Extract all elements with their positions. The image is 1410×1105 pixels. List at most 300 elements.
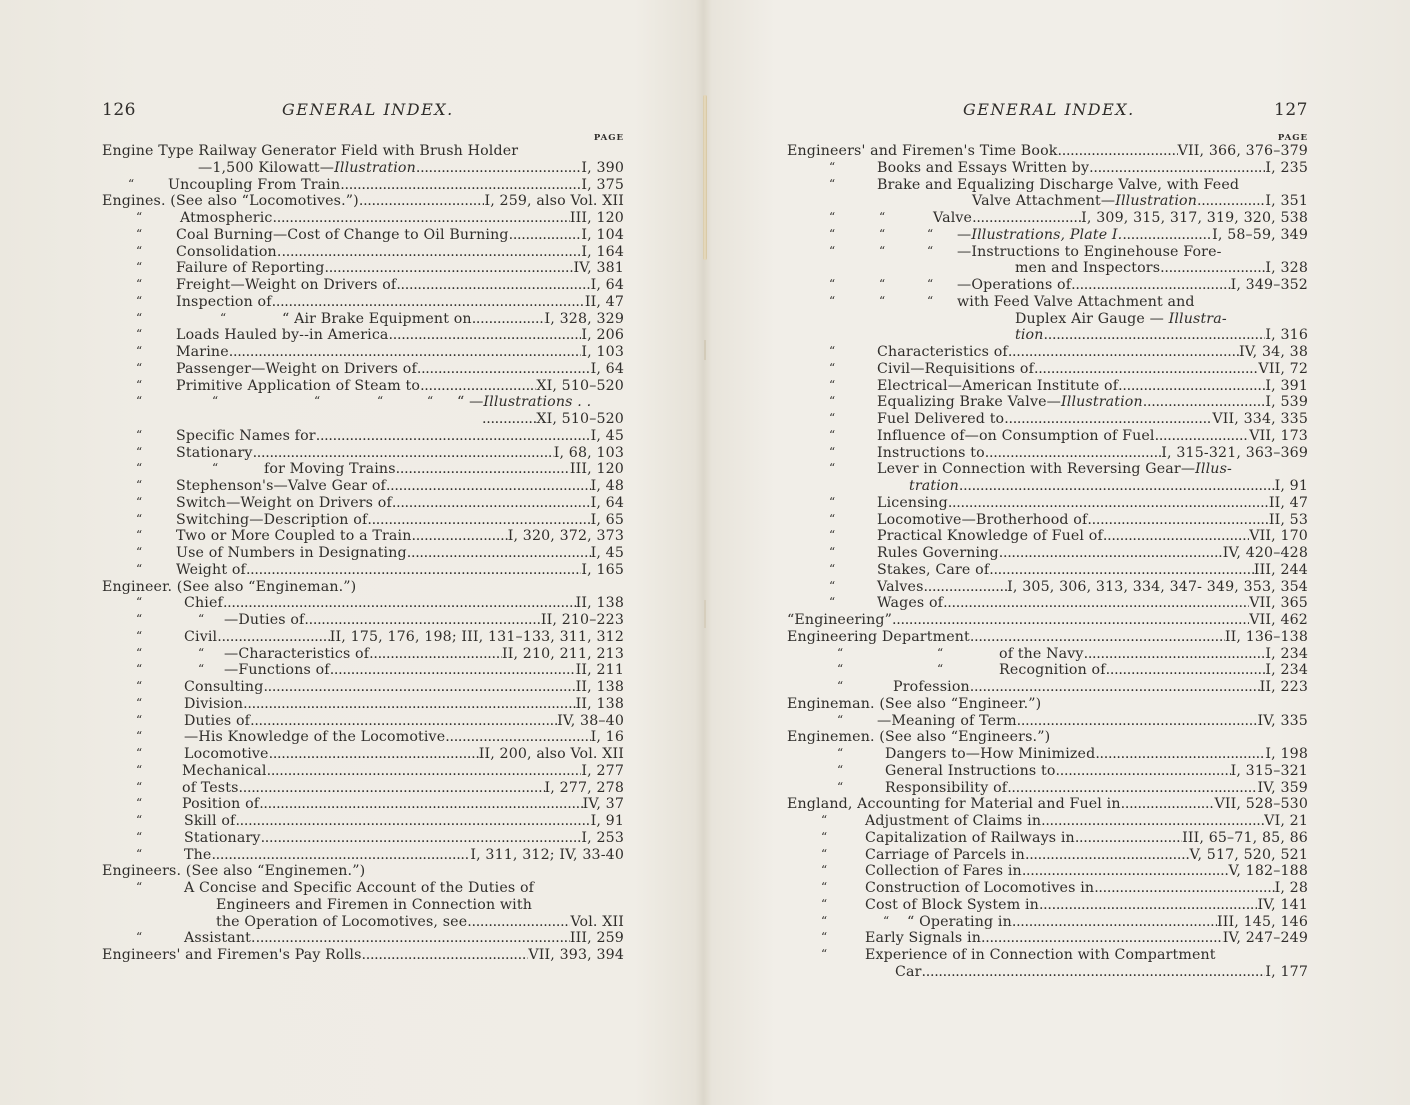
ditto-mark: “ bbox=[427, 394, 434, 409]
ditto-mark: “ bbox=[136, 528, 143, 543]
ditto-mark: “ bbox=[212, 461, 219, 476]
ditto-mark: “ bbox=[136, 444, 143, 459]
page-reference: I, 64 bbox=[590, 360, 624, 377]
dot-leader bbox=[1039, 897, 1258, 914]
dot-leader bbox=[259, 796, 582, 813]
index-entry bbox=[787, 545, 1308, 562]
entry-label: Characteristics of bbox=[877, 344, 1008, 360]
ditto-mark: “ bbox=[879, 226, 886, 241]
dot-leader bbox=[223, 595, 576, 612]
page-reference: II, 210, 211, 213 bbox=[501, 645, 624, 662]
dot-leader bbox=[356, 579, 624, 596]
entry-label: tration bbox=[909, 478, 959, 494]
page-reference: I, 45 bbox=[590, 427, 624, 444]
dot-leader bbox=[924, 579, 1008, 596]
entry-label: Marine bbox=[176, 344, 229, 360]
dot-leader bbox=[362, 947, 529, 964]
dot-leader bbox=[1089, 160, 1265, 177]
page-reference: I, 45 bbox=[590, 545, 624, 561]
ditto-mark: “ bbox=[136, 210, 143, 224]
entry-label: Electrical—American Institute of bbox=[877, 377, 1119, 394]
entry-label: the Operation of Locomotives, see bbox=[216, 913, 468, 930]
page-reference: I, 315-321, 363–369 bbox=[1161, 444, 1308, 461]
page-reference: I, 259, also Vol. XII bbox=[484, 193, 624, 210]
ditto-mark: “ bbox=[829, 159, 836, 174]
page-reference: V, 517, 520, 521 bbox=[1189, 846, 1308, 863]
ditto-mark: “ bbox=[821, 880, 828, 894]
index-entry bbox=[787, 177, 1308, 194]
ditto-mark: “ bbox=[829, 444, 836, 459]
dot-leader bbox=[999, 545, 1223, 562]
entry-label: Engineer. (See also “Engineman.”) bbox=[102, 578, 357, 595]
dot-leader bbox=[948, 495, 1269, 512]
entry-label: Division bbox=[184, 695, 244, 712]
ditto-mark: “ bbox=[136, 277, 143, 291]
entry-label: England, Accounting for Material and Fuel in bbox=[787, 796, 1121, 813]
ditto-mark: “ bbox=[136, 846, 143, 861]
entry-label: —Meaning of Term bbox=[877, 712, 1017, 729]
dot-leader bbox=[282, 244, 582, 261]
page-reference: I, 277, 278 bbox=[544, 779, 624, 796]
dot-leader bbox=[959, 478, 1275, 495]
index-entry bbox=[787, 595, 1308, 612]
entry-label: Uncoupling From Train bbox=[168, 176, 341, 193]
entry-label: Stakes, Care of bbox=[877, 561, 990, 578]
dot-leader bbox=[1222, 244, 1308, 261]
ditto-mark: “ bbox=[136, 829, 143, 844]
entry-label: Practical Knowledge of Fuel of bbox=[877, 528, 1103, 545]
dot-leader bbox=[365, 863, 624, 880]
dot-leader bbox=[1044, 327, 1266, 344]
page-reference: II, 210–223 bbox=[540, 612, 624, 628]
page-reference: II, 136–138 bbox=[1224, 628, 1308, 645]
ditto-mark: “ bbox=[837, 679, 844, 693]
index-entry bbox=[102, 579, 624, 596]
page-reference: VII, 462 bbox=[1249, 612, 1308, 628]
index-entry bbox=[787, 897, 1308, 914]
index-entry bbox=[102, 947, 624, 964]
index-entry bbox=[102, 696, 624, 713]
page-reference: I, 349–352 bbox=[1230, 277, 1308, 293]
entry-label: Switching—Description of bbox=[176, 511, 368, 528]
dot-leader bbox=[369, 646, 502, 663]
ditto-mark: “ bbox=[377, 394, 384, 409]
dot-leader bbox=[518, 143, 624, 160]
index-entry bbox=[102, 813, 624, 830]
entry-label: Switch—Weight on Drivers of bbox=[176, 494, 392, 511]
index-entry bbox=[787, 880, 1308, 897]
dot-leader bbox=[943, 595, 1249, 612]
dot-leader bbox=[1232, 461, 1308, 478]
entry-label: Engineman. (See also “Engineer.”) bbox=[787, 695, 1042, 712]
ditto-mark: “ bbox=[136, 377, 143, 392]
ditto-mark: “ bbox=[212, 394, 219, 409]
page-reference: I, 198 bbox=[1265, 746, 1308, 762]
index-entry bbox=[102, 528, 624, 545]
ditto-mark: “ bbox=[829, 511, 836, 526]
page-reference: I, 48 bbox=[590, 478, 624, 494]
entry-label: Duplex Air Gauge — Illustra- bbox=[1015, 310, 1227, 327]
ditto-mark: “ bbox=[927, 293, 934, 308]
index-entry bbox=[787, 394, 1308, 411]
page-reference: II, 223 bbox=[1259, 679, 1308, 695]
entry-label: “ Air Brake Equipment on bbox=[282, 310, 472, 327]
dot-leader bbox=[1197, 193, 1265, 210]
page-reference: IV, 359 bbox=[1257, 779, 1308, 796]
index-entry bbox=[102, 662, 624, 679]
page-reference: IV, 247–249 bbox=[1222, 930, 1308, 947]
index-entry bbox=[787, 260, 1308, 277]
ditto-mark: “ bbox=[821, 896, 828, 911]
page-reference: I, 28 bbox=[1274, 880, 1308, 896]
index-entry bbox=[787, 378, 1308, 395]
dot-leader bbox=[217, 629, 330, 646]
dot-leader bbox=[417, 361, 591, 378]
ditto-mark: “ bbox=[829, 427, 836, 442]
ditto-mark: “ bbox=[198, 645, 205, 660]
page-reference: VII, 366, 376–379 bbox=[1177, 143, 1308, 159]
entry-label: Engineers and Firemen in Connection with bbox=[216, 896, 533, 913]
index-entry bbox=[787, 445, 1308, 462]
page-reference: II, 47 bbox=[1268, 494, 1308, 511]
ditto-mark: “ bbox=[136, 712, 143, 727]
ditto-mark: “ bbox=[136, 695, 143, 710]
index-entry bbox=[787, 763, 1308, 780]
index-entry bbox=[102, 378, 624, 395]
index-entry bbox=[787, 947, 1308, 964]
index-entry bbox=[787, 930, 1308, 947]
dot-leader bbox=[246, 562, 581, 579]
dot-leader bbox=[211, 847, 470, 864]
index-entry bbox=[102, 294, 624, 311]
dot-leader bbox=[970, 679, 1260, 696]
ditto-mark: “ bbox=[136, 310, 143, 325]
index-entry bbox=[787, 311, 1308, 328]
dot-leader bbox=[1160, 260, 1265, 277]
dot-leader bbox=[1056, 763, 1231, 780]
dot-leader bbox=[1050, 729, 1308, 746]
page-reference: IV, 335 bbox=[1257, 712, 1308, 729]
entry-label: Capitalization of Railways in bbox=[865, 829, 1075, 846]
entry-label: Atmospheric bbox=[180, 210, 273, 226]
entry-label: General Instructions to bbox=[885, 762, 1056, 779]
ditto-mark: “ bbox=[136, 545, 143, 559]
dot-leader bbox=[263, 679, 575, 696]
entry-label: Engineers' and Firemen's Time Book bbox=[787, 143, 1058, 159]
ditto-mark: “ bbox=[821, 913, 828, 928]
index-entry bbox=[102, 193, 624, 210]
page-reference: VI, 21 bbox=[1264, 813, 1308, 829]
index-entry bbox=[102, 478, 624, 495]
index-entry bbox=[102, 780, 624, 797]
dot-leader bbox=[1239, 177, 1308, 194]
ditto-mark: “ bbox=[136, 260, 143, 275]
index-entry bbox=[102, 847, 624, 864]
page-reference: I, 65 bbox=[590, 511, 624, 528]
entry-label: Specific Names for bbox=[176, 427, 316, 444]
dot-leader bbox=[1227, 311, 1308, 328]
entry-label: Early Signals in bbox=[865, 930, 981, 947]
page-reference: VII, 393, 394 bbox=[528, 947, 624, 963]
entry-label: Consulting bbox=[184, 679, 264, 695]
ditto-mark: “ bbox=[837, 662, 844, 677]
index-entry bbox=[102, 411, 624, 428]
entry-label: with Feed Valve Attachment and bbox=[957, 293, 1195, 310]
entry-label: men and Inspectors bbox=[1015, 260, 1161, 277]
index-entry bbox=[102, 746, 624, 763]
dot-leader bbox=[1216, 947, 1308, 964]
index-entry bbox=[787, 143, 1308, 160]
running-head bbox=[787, 100, 1308, 124]
dot-leader bbox=[1008, 344, 1239, 361]
entry-label: Skill of bbox=[184, 813, 236, 829]
ditto-mark: “ bbox=[136, 427, 143, 442]
entry-label: Passenger—Weight on Drivers of bbox=[176, 360, 417, 377]
dot-leader bbox=[396, 461, 570, 478]
index-entry bbox=[787, 361, 1308, 378]
dot-leader bbox=[229, 344, 582, 361]
index-entry bbox=[787, 729, 1308, 746]
page-reference: I, 328, 329 bbox=[544, 310, 624, 327]
dot-leader bbox=[1017, 713, 1258, 730]
page-reference: I, 235 bbox=[1265, 159, 1308, 176]
page-reference: I, 177 bbox=[1265, 963, 1308, 980]
entry-label: Adjustment of Claims in bbox=[865, 813, 1042, 829]
dot-leader bbox=[1122, 227, 1212, 244]
entry-label: of Tests bbox=[182, 779, 239, 796]
ditto-mark: “ bbox=[937, 662, 944, 677]
ditto-mark: “ bbox=[829, 176, 836, 191]
dot-leader bbox=[1041, 696, 1308, 713]
index-entry bbox=[102, 914, 624, 931]
page-reference: II, 47 bbox=[584, 293, 624, 310]
index-entry bbox=[787, 662, 1308, 679]
ditto-mark: “ bbox=[829, 210, 836, 224]
page-reference: I, 316 bbox=[1265, 327, 1308, 344]
page-reference: I, 391 bbox=[1265, 377, 1308, 394]
ditto-mark: “ bbox=[829, 461, 836, 476]
page-reference: Vol. XII bbox=[570, 913, 624, 930]
page-reference: II, 200, also Vol. XII bbox=[478, 746, 624, 762]
entry-label: of the Navy bbox=[999, 645, 1084, 662]
dot-leader bbox=[389, 327, 582, 344]
ditto-mark: “ bbox=[136, 746, 143, 760]
index-entry bbox=[102, 461, 624, 478]
dot-leader bbox=[989, 562, 1254, 579]
dot-leader bbox=[1094, 880, 1274, 897]
index-entry bbox=[102, 361, 624, 378]
index-entry bbox=[102, 545, 624, 562]
entry-label: Wages of bbox=[877, 595, 944, 612]
dot-leader bbox=[509, 227, 582, 244]
page-reference: I, 390 bbox=[581, 159, 624, 176]
entry-label: Experience of in Connection with Compartment bbox=[865, 947, 1216, 963]
index-entries bbox=[102, 143, 624, 964]
ditto-mark: “ bbox=[829, 578, 836, 593]
ditto-mark: “ bbox=[829, 595, 836, 610]
index-entry bbox=[787, 914, 1308, 931]
entry-label: Valve Attachment—Illustration bbox=[972, 193, 1197, 210]
ditto-mark: “ bbox=[821, 829, 828, 844]
ditto-mark: “ bbox=[136, 662, 143, 677]
entry-label: Weight of bbox=[176, 561, 246, 578]
index-entry bbox=[102, 930, 624, 947]
ditto-mark: “ bbox=[837, 746, 844, 760]
dot-leader bbox=[1004, 411, 1212, 428]
entry-label: Recognition of bbox=[999, 662, 1106, 679]
page-reference: II, 138 bbox=[575, 695, 624, 712]
dot-leader bbox=[482, 411, 536, 428]
page-reference: I, 351 bbox=[1265, 193, 1308, 210]
index-entry bbox=[102, 210, 624, 227]
ditto-mark: “ bbox=[136, 930, 143, 945]
index-entry bbox=[102, 143, 624, 160]
entry-label: Carriage of Parcels in bbox=[865, 846, 1025, 863]
ditto-mark: “ bbox=[927, 243, 934, 258]
ditto-mark: “ bbox=[136, 394, 143, 409]
index-entry bbox=[787, 562, 1308, 579]
entry-label: Locomotive—Brotherhood of bbox=[877, 511, 1088, 528]
index-entry bbox=[102, 713, 624, 730]
index-entry bbox=[102, 344, 624, 361]
entry-label: “Engineering” bbox=[787, 612, 893, 628]
dot-leader bbox=[1087, 512, 1268, 529]
page-reference: IV, 420–428 bbox=[1222, 545, 1308, 561]
dot-leader bbox=[1103, 528, 1249, 545]
index-entry bbox=[102, 260, 624, 277]
ditto-mark: “ bbox=[821, 813, 828, 827]
page-reference: I, 16 bbox=[590, 729, 624, 746]
header-title: GENERAL INDEX. bbox=[282, 100, 454, 119]
page-reference: I, 277 bbox=[581, 762, 624, 779]
ditto-mark: “ bbox=[136, 813, 143, 827]
dot-leader bbox=[922, 964, 1266, 981]
ditto-mark: “ bbox=[829, 293, 836, 308]
entry-label: tion bbox=[1015, 327, 1044, 344]
page-reference: I, 64 bbox=[590, 277, 624, 293]
ditto-mark: “ bbox=[829, 243, 836, 258]
dot-leader bbox=[253, 445, 554, 462]
page-reference: I, 375 bbox=[581, 176, 624, 193]
page-reference: II, 138 bbox=[575, 595, 624, 612]
dot-leader bbox=[416, 160, 582, 177]
page-reference: I, 64 bbox=[590, 494, 624, 511]
entry-label: Stationary bbox=[176, 444, 253, 461]
index-entry bbox=[787, 210, 1308, 227]
index-entry bbox=[787, 428, 1308, 445]
entry-label: A Concise and Specific Account of the Duties of bbox=[184, 880, 535, 896]
dot-leader bbox=[340, 177, 581, 194]
entry-label: Duties of bbox=[184, 712, 251, 729]
index-entry bbox=[102, 830, 624, 847]
entry-label: Consolidation. bbox=[176, 243, 282, 260]
page-reference: VII, 72 bbox=[1258, 360, 1308, 377]
page-reference: I, 164 bbox=[581, 243, 624, 260]
page-reference: III, 145, 146 bbox=[1217, 913, 1308, 930]
entry-label: Engine Type Railway Generator Field with Brush Holder bbox=[102, 143, 519, 159]
dot-leader bbox=[1071, 277, 1230, 294]
entry-label: Use of Numbers in Designating bbox=[176, 545, 407, 561]
page-reference: III, 120 bbox=[569, 461, 624, 478]
ditto-mark: “ bbox=[837, 779, 844, 794]
ditto-mark: “ bbox=[821, 930, 828, 945]
page-reference: I, 315–321 bbox=[1230, 762, 1308, 779]
index-entry bbox=[787, 964, 1308, 981]
index-entry bbox=[102, 646, 624, 663]
dot-leader bbox=[420, 378, 536, 395]
page-reference: V, 182–188 bbox=[1228, 863, 1308, 880]
ditto-mark: “ bbox=[136, 494, 143, 509]
running-head bbox=[102, 100, 624, 124]
ditto-mark: “ bbox=[821, 863, 828, 878]
index-entry bbox=[102, 880, 624, 897]
index-entry bbox=[102, 796, 624, 813]
dot-leader bbox=[1041, 813, 1264, 830]
ditto-mark: “ bbox=[821, 846, 828, 861]
page-number: 126 bbox=[102, 100, 136, 120]
ditto-mark: “ bbox=[136, 612, 143, 626]
entry-label: Locomotive bbox=[184, 746, 269, 762]
dot-leader bbox=[892, 612, 1249, 629]
page-reference: III, 120 bbox=[569, 210, 624, 226]
dot-leader bbox=[1075, 830, 1182, 847]
page-reference: VII, 170 bbox=[1249, 528, 1308, 545]
entry-label: Equalizing Brake Valve—Illustration bbox=[877, 394, 1143, 411]
ditto-mark: “ bbox=[829, 360, 836, 375]
ditto-mark: “ bbox=[829, 226, 836, 241]
ditto-mark: “ bbox=[829, 411, 836, 425]
index-entry bbox=[787, 830, 1308, 847]
ditto-mark: “ bbox=[136, 243, 143, 258]
page-reference: I, 206 bbox=[581, 327, 624, 344]
ditto-mark: “ bbox=[136, 478, 143, 492]
dot-leader bbox=[1155, 428, 1250, 445]
dot-leader bbox=[367, 512, 590, 529]
ditto-mark: “ bbox=[136, 511, 143, 526]
dot-leader bbox=[1195, 294, 1308, 311]
page-reference: VII, 334, 335 bbox=[1212, 411, 1308, 427]
ditto-mark: “ bbox=[136, 226, 143, 241]
ditto-mark: “ bbox=[927, 226, 934, 241]
page-reference: II, 211 bbox=[575, 662, 624, 679]
dot-leader bbox=[1034, 361, 1258, 378]
entry-label: Loads Hauled by--in America bbox=[176, 327, 389, 344]
index-entry bbox=[102, 495, 624, 512]
dot-leader bbox=[970, 629, 1225, 646]
dot-leader bbox=[392, 495, 591, 512]
entry-label: Freight—Weight on Drivers of bbox=[176, 277, 397, 293]
ditto-mark: “ bbox=[937, 645, 944, 660]
index-entry bbox=[102, 445, 624, 462]
index-entry bbox=[102, 863, 624, 880]
dot-leader bbox=[1007, 780, 1257, 797]
page-reference: I, 234 bbox=[1265, 645, 1308, 662]
index-entry bbox=[787, 696, 1308, 713]
page-reference: I, 305, 306, 313, 334, 347- 349, 353, 354 bbox=[1007, 578, 1308, 595]
ditto-mark: “ bbox=[136, 645, 143, 660]
ditto-mark: “ bbox=[136, 461, 143, 476]
dot-leader bbox=[1058, 143, 1178, 160]
index-entry bbox=[102, 679, 624, 696]
ditto-mark: “ bbox=[837, 645, 844, 660]
index-entry bbox=[787, 294, 1308, 311]
page-reference: I, 539 bbox=[1265, 394, 1308, 411]
entry-label: Two or More Coupled to a Train bbox=[176, 528, 412, 545]
ditto-mark: “ bbox=[829, 394, 836, 409]
index-entry bbox=[787, 528, 1308, 545]
entry-label: —Illustrations, Plate I. bbox=[957, 226, 1123, 243]
entry-label: Engineers' and Firemen's Pay Rolls bbox=[102, 947, 362, 963]
